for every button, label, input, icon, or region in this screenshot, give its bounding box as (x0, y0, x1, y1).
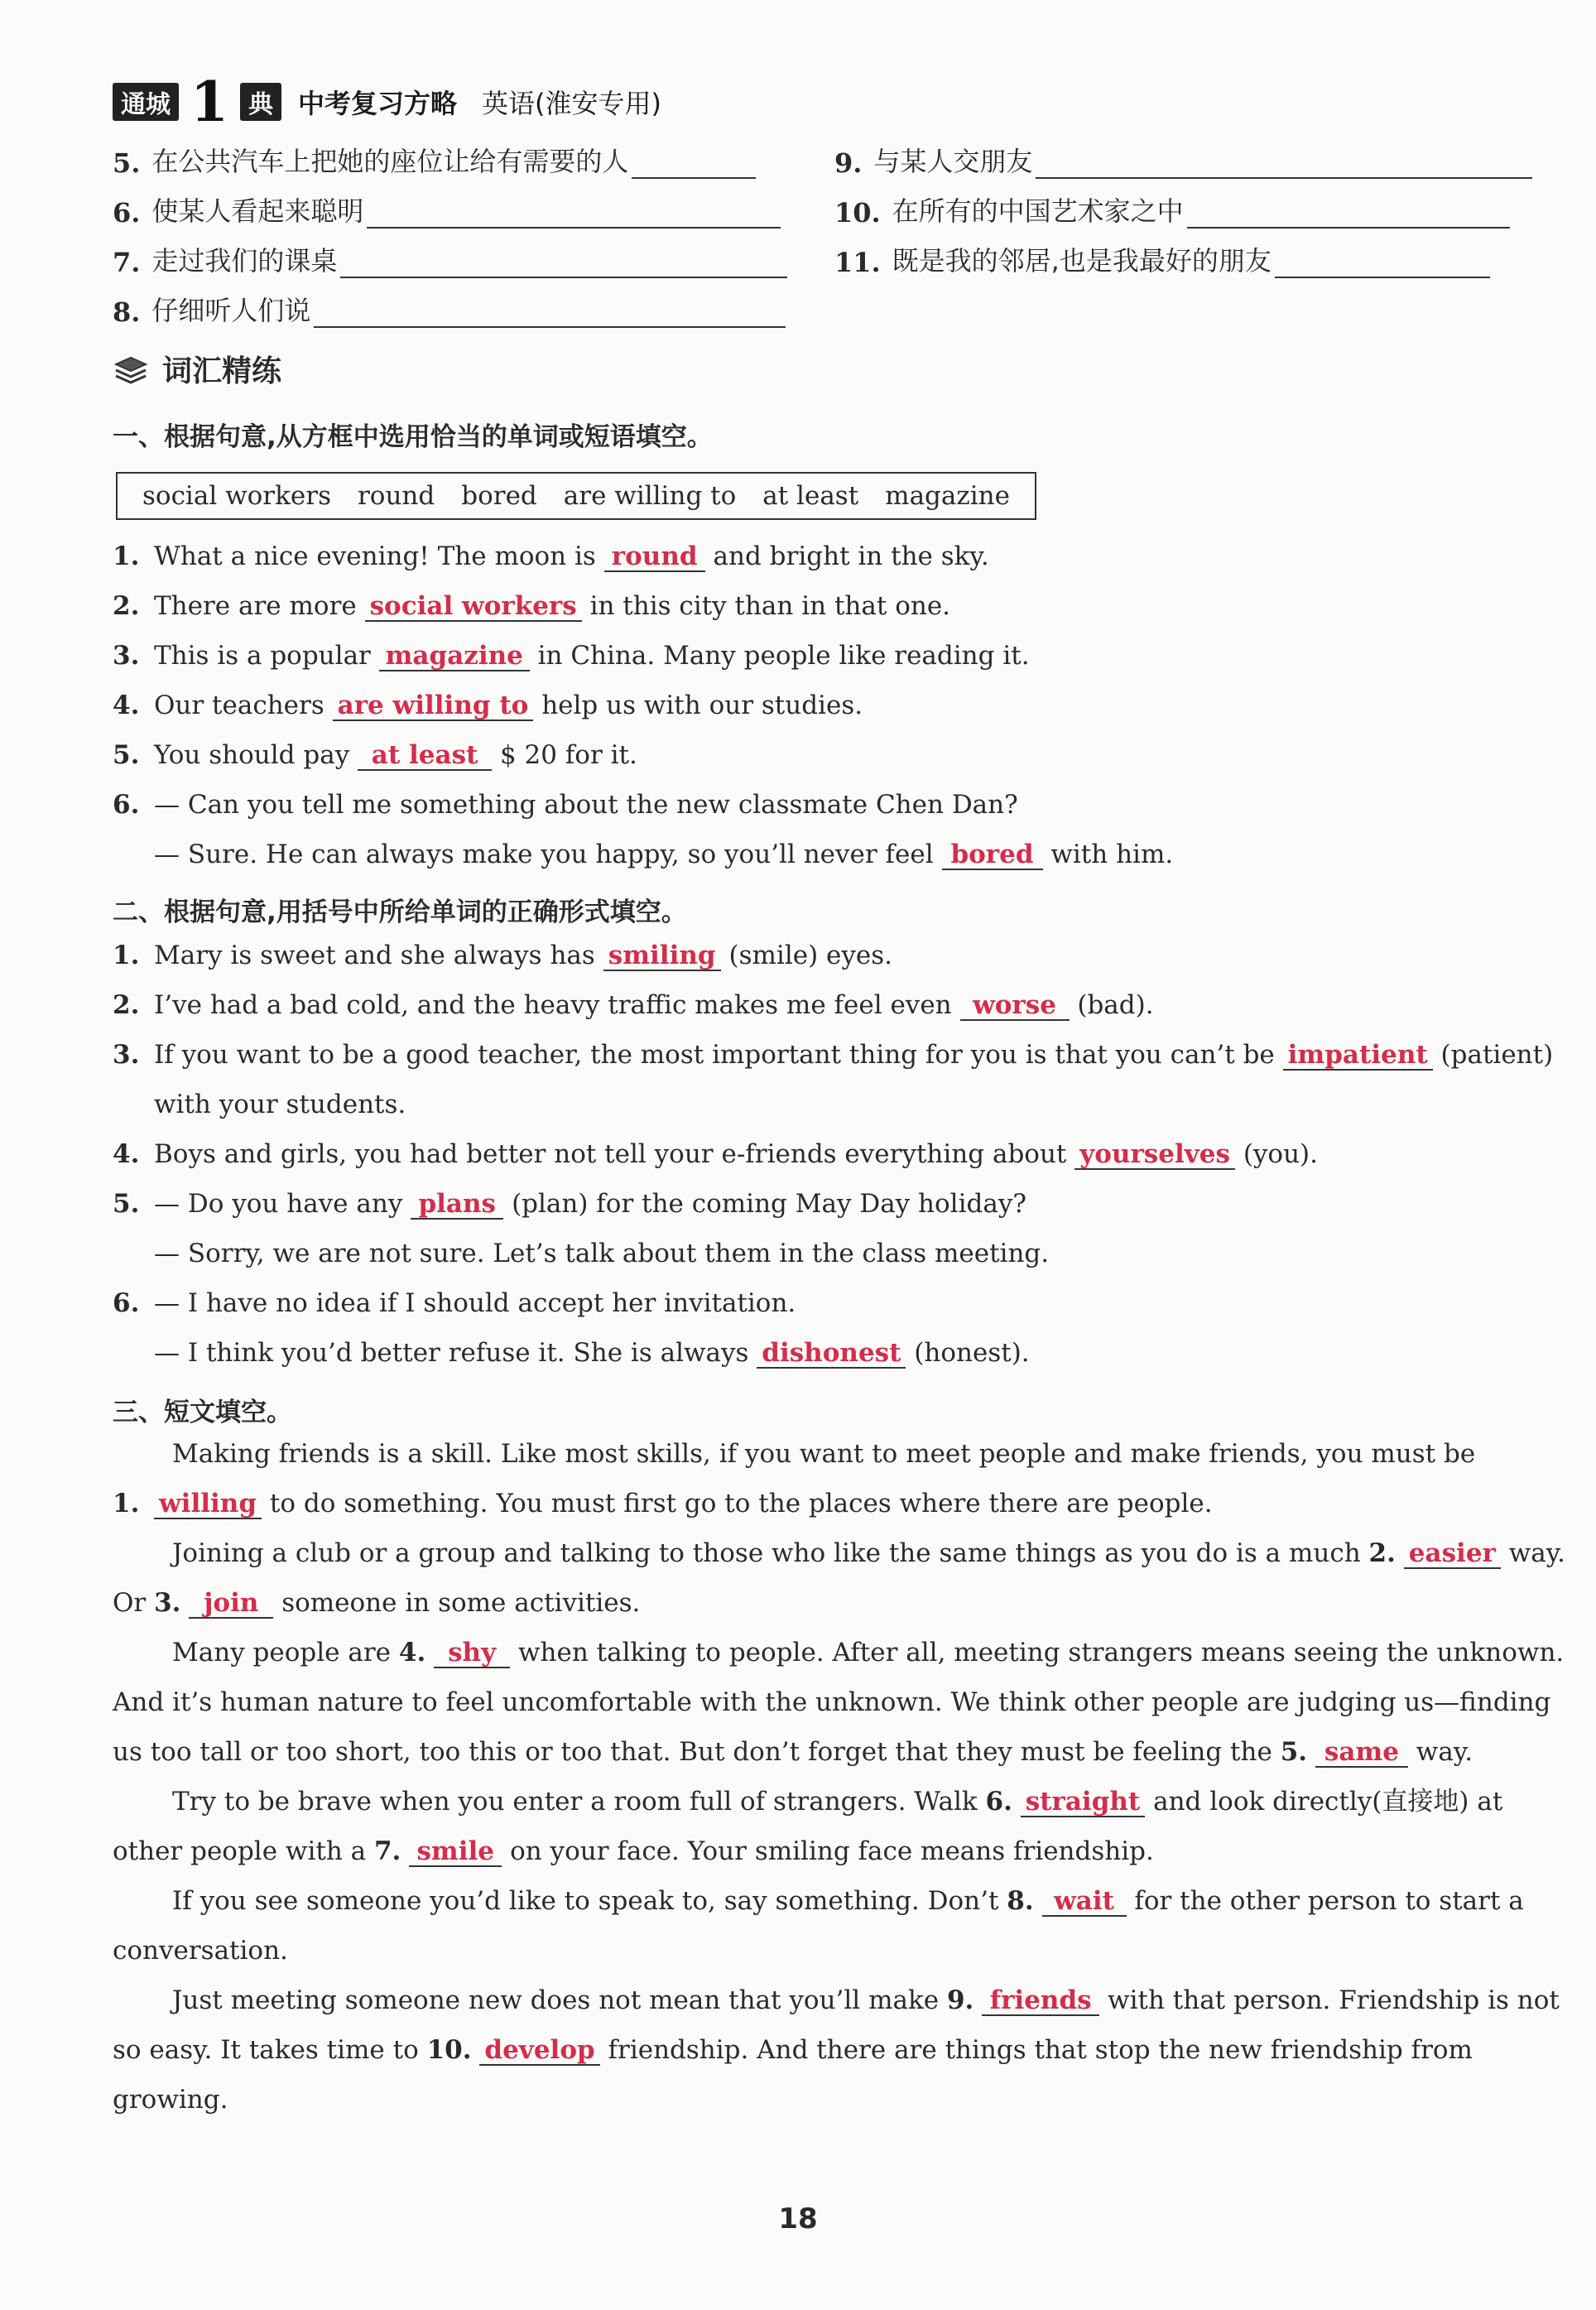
question-text: help us with our studies. (541, 691, 863, 720)
passage-text: and look directly(直接地) at (1153, 1787, 1503, 1817)
answer-fill[interactable]: bored (942, 840, 1043, 870)
question-number: 2. (113, 990, 140, 1020)
blank-number: 1. (113, 1489, 140, 1518)
question-text: — Do you have any (154, 1189, 403, 1219)
answer-fill[interactable]: wait (1042, 1887, 1127, 1917)
question-text: and bright in the sky. (713, 541, 989, 571)
word-box (116, 472, 1036, 520)
item-number: 6. (113, 197, 141, 229)
question-text: Boys and girls, you had better not tell your e-friends everything about (154, 1139, 1067, 1169)
answer-fill[interactable]: smile (409, 1837, 502, 1867)
question-text: with him. (1050, 840, 1174, 869)
question-text: This is a popular (154, 641, 371, 671)
answer-fill[interactable]: develop (479, 2036, 599, 2066)
item-text: 仔细听人们说 (151, 295, 311, 326)
passage-line (113, 1934, 1523, 1967)
question-item (113, 1038, 1553, 1071)
passage-text: with that person. Friendship is not (1108, 1985, 1560, 2015)
answer-blank[interactable] (314, 298, 786, 328)
question-item (154, 838, 1173, 871)
blank-number: 7. (373, 1836, 401, 1866)
brand-left: 通城 (121, 90, 171, 119)
blank-number: 2. (1368, 1538, 1396, 1568)
brand-logo (113, 83, 179, 121)
books-icon (113, 353, 149, 386)
word-option: round (357, 481, 435, 511)
answer-blank[interactable] (1036, 149, 1532, 179)
item-text: 在所有的中国艺术家之中 (892, 195, 1184, 227)
question-item (113, 1287, 796, 1320)
question-text: in this city than in that one. (589, 591, 951, 621)
answer-fill[interactable]: at least (358, 741, 492, 771)
answer-fill[interactable]: yourselves (1074, 1140, 1235, 1170)
question-number: 2. (113, 591, 140, 621)
list-item (113, 190, 781, 229)
passage-line (172, 1884, 1583, 1918)
answer-fill[interactable]: worse (960, 991, 1070, 1021)
blank-number: 3. (154, 1588, 181, 1618)
answer-blank[interactable] (367, 199, 781, 229)
answer-fill[interactable]: join (189, 1589, 273, 1619)
passage-line (113, 2033, 1523, 2067)
passage-text: Try to be brave when you enter a room full of strangers. Walk (172, 1787, 978, 1817)
answer-fill[interactable]: straight (1021, 1788, 1146, 1817)
question-text: You should pay (154, 740, 350, 770)
blank-number: 10. (426, 2035, 472, 2065)
question-text: Our teachers (154, 691, 324, 720)
list-item (113, 290, 786, 328)
answer-fill[interactable]: impatient (1283, 1041, 1433, 1071)
part3-title: 三、短文填空。 (113, 1398, 292, 1427)
answer-fill[interactable]: round (604, 542, 705, 572)
passage-text: us too tall or too short, too this or too that. But don’t forget that they must be feeling the (113, 1737, 1272, 1767)
list-item (113, 141, 756, 179)
question-number: 6. (113, 1288, 140, 1318)
answer-blank[interactable] (1275, 248, 1490, 278)
passage-text: Many people are (172, 1638, 392, 1668)
passage-text: so easy. It takes time to (113, 2035, 419, 2065)
word-option: are willing to (563, 481, 737, 511)
brand-big-one: 1 (189, 83, 230, 121)
question-text: in China. Many people like reading it. (537, 641, 1030, 671)
part2-title: 二、根据句意,用括号中所给单词的正确形式填空。 (113, 898, 687, 927)
answer-blank[interactable] (340, 248, 787, 278)
question-text: (you). (1243, 1139, 1318, 1169)
answer-fill[interactable]: social workers (365, 592, 582, 622)
answer-fill[interactable]: friends (982, 1986, 1099, 2016)
question-text: If you want to be a good teacher, the most important thing for you is that you can’t be (154, 1040, 1275, 1070)
book-subtitle: 英语(淮安专用) (482, 88, 661, 119)
question-item (154, 1336, 1030, 1369)
part1-title: 一、根据句意,从方框中选用恰当的单词或短语填空。 (113, 422, 713, 452)
item-text: 既是我的邻居,也是我最好的朋友 (892, 245, 1272, 277)
passage-text: for the other person to start a (1134, 1886, 1524, 1916)
word-option: bored (461, 481, 537, 511)
blank-number: 6. (985, 1787, 1012, 1817)
item-number: 10. (834, 197, 881, 229)
passage-text: other people with a (113, 1836, 367, 1866)
question-number: 6. (113, 790, 140, 820)
question-text: — Can you tell me something about the new classmate Chen Dan? (154, 790, 1018, 820)
question-text: — I think you’d better refuse it. She is always (154, 1338, 749, 1368)
word-option: social workers (142, 481, 331, 511)
passage-text: If you see someone you’d like to speak to, say something. Don’t (172, 1886, 999, 1916)
page-header (113, 70, 661, 134)
passage-text: to do something. You must first go to the places where there are people. (269, 1489, 1213, 1518)
passage-line (113, 1487, 1523, 1520)
passage-text: friendship. And there are things that stop the new friendship from (608, 2035, 1473, 2065)
answer-fill[interactable]: plans (411, 1190, 503, 1220)
answer-fill[interactable]: shy (434, 1639, 510, 1668)
question-number: 1. (113, 541, 140, 571)
list-item (113, 240, 787, 278)
question-item (113, 788, 1018, 821)
passage-line (172, 1984, 1583, 2017)
blank-number: 8. (1007, 1886, 1034, 1916)
answer-fill[interactable]: dishonest (757, 1339, 906, 1369)
passage-line (113, 2083, 1523, 2116)
passage-line (113, 1437, 1523, 1470)
passage-line (113, 1686, 1551, 1719)
question-number: 5. (113, 740, 140, 770)
question-item (113, 590, 950, 623)
page-number: 18 (778, 2202, 818, 2235)
brand-logo-right (240, 83, 281, 121)
passage-line (172, 1537, 1583, 1570)
question-item (113, 1187, 1026, 1220)
answer-fill[interactable]: smiling (603, 941, 721, 971)
word-option: magazine (885, 481, 1010, 511)
item-number: 11. (834, 247, 881, 278)
answer-blank[interactable] (1187, 199, 1510, 229)
question-text: There are more (154, 591, 357, 621)
question-item (113, 939, 892, 972)
item-number: 9. (834, 147, 863, 179)
question-number: 1. (113, 941, 140, 970)
blank-number: 9. (946, 1985, 974, 2015)
question-text: $ 20 for it. (499, 740, 637, 770)
item-number: 8. (113, 296, 141, 328)
blank-number: 5. (1280, 1737, 1308, 1767)
question-text: — Sorry, we are not sure. Let’s talk about them in the class meeting. (154, 1239, 1050, 1268)
passage-text: when talking to people. After all, meeting strangers means seeing the unknown. (517, 1638, 1565, 1668)
question-item (154, 1088, 406, 1121)
list-item (834, 141, 1532, 179)
section-title: 词汇精练 (162, 354, 282, 388)
question-text: (plan) for the coming May Day holiday? (512, 1189, 1026, 1219)
question-text: I’ve had a bad cold, and the heavy traffic makes me feel even (154, 990, 952, 1020)
passage-line (113, 1735, 1523, 1769)
answer-fill[interactable]: willing (154, 1489, 262, 1519)
item-text: 与某人交朋友 (873, 146, 1033, 177)
passage-text: conversation. (113, 1936, 288, 1966)
passage-text: Joining a club or a group and talking to those who like the same things as you do is a much (172, 1538, 1361, 1568)
question-text: (smile) eyes. (728, 941, 893, 970)
list-item (834, 190, 1510, 229)
question-text: (honest). (914, 1338, 1030, 1368)
answer-fill[interactable]: magazine (379, 642, 530, 671)
brand-right: 典 (248, 90, 273, 119)
question-item (154, 1237, 1049, 1270)
passage-text: growing. (113, 2085, 228, 2115)
word-option: at least (762, 481, 859, 511)
item-text: 使某人看起来聪明 (151, 195, 364, 227)
item-text: 在公共汽车上把她的座位让给有需要的人 (151, 146, 629, 177)
passage-line (113, 1835, 1523, 1868)
question-number: 4. (113, 1139, 140, 1169)
passage-text: way. (1416, 1737, 1473, 1767)
question-text: (patient) (1440, 1040, 1554, 1070)
blank-number: 4. (398, 1638, 426, 1668)
question-text: (bad). (1077, 990, 1154, 1020)
question-item (113, 689, 863, 722)
question-item (113, 989, 1154, 1022)
item-text: 走过我们的课桌 (151, 245, 338, 277)
question-text: — Sure. He can always make you happy, so you’ll never feel (154, 840, 934, 869)
answer-fill[interactable]: easier (1404, 1539, 1501, 1569)
passage-line (172, 1785, 1583, 1818)
question-text: Mary is sweet and she always has (154, 941, 595, 970)
list-item (834, 240, 1490, 278)
passage-text: on your face. Your smiling face means friendship. (510, 1836, 1154, 1866)
passage-text: Just meeting someone new does not mean that you’ll make (172, 1985, 940, 2015)
question-number: 3. (113, 641, 140, 671)
passage-line (113, 1586, 1523, 1619)
passage-text: Or (113, 1588, 147, 1618)
book-title: 中考复习方略 (298, 88, 458, 119)
question-text: with your students. (154, 1090, 406, 1119)
passage-text: And it’s human nature to feel uncomfortable with the unknown. We think other people are judging us—finding (113, 1687, 1551, 1717)
passage-text: someone in some activities. (281, 1588, 641, 1618)
passage-line (172, 1636, 1583, 1669)
question-number: 3. (113, 1040, 140, 1070)
question-item (113, 739, 637, 772)
section-heading (113, 348, 281, 390)
answer-fill[interactable]: are willing to (333, 691, 534, 721)
question-text: — I have no idea if I should accept her invitation. (154, 1288, 796, 1318)
item-number: 5. (113, 147, 141, 179)
question-item (113, 1138, 1318, 1171)
answer-fill[interactable]: same (1315, 1738, 1408, 1768)
question-number: 4. (113, 691, 140, 720)
question-item (113, 540, 989, 573)
item-number: 7. (113, 247, 141, 278)
passage-text: Making friends is a skill. Like most skills, if you want to meet people and make friends, you must be (172, 1439, 1476, 1469)
question-number: 5. (113, 1189, 140, 1219)
question-text: What a nice evening! The moon is (154, 541, 596, 571)
passage-text: way. (1508, 1538, 1566, 1568)
question-item (113, 639, 1030, 672)
answer-blank[interactable] (632, 149, 756, 179)
